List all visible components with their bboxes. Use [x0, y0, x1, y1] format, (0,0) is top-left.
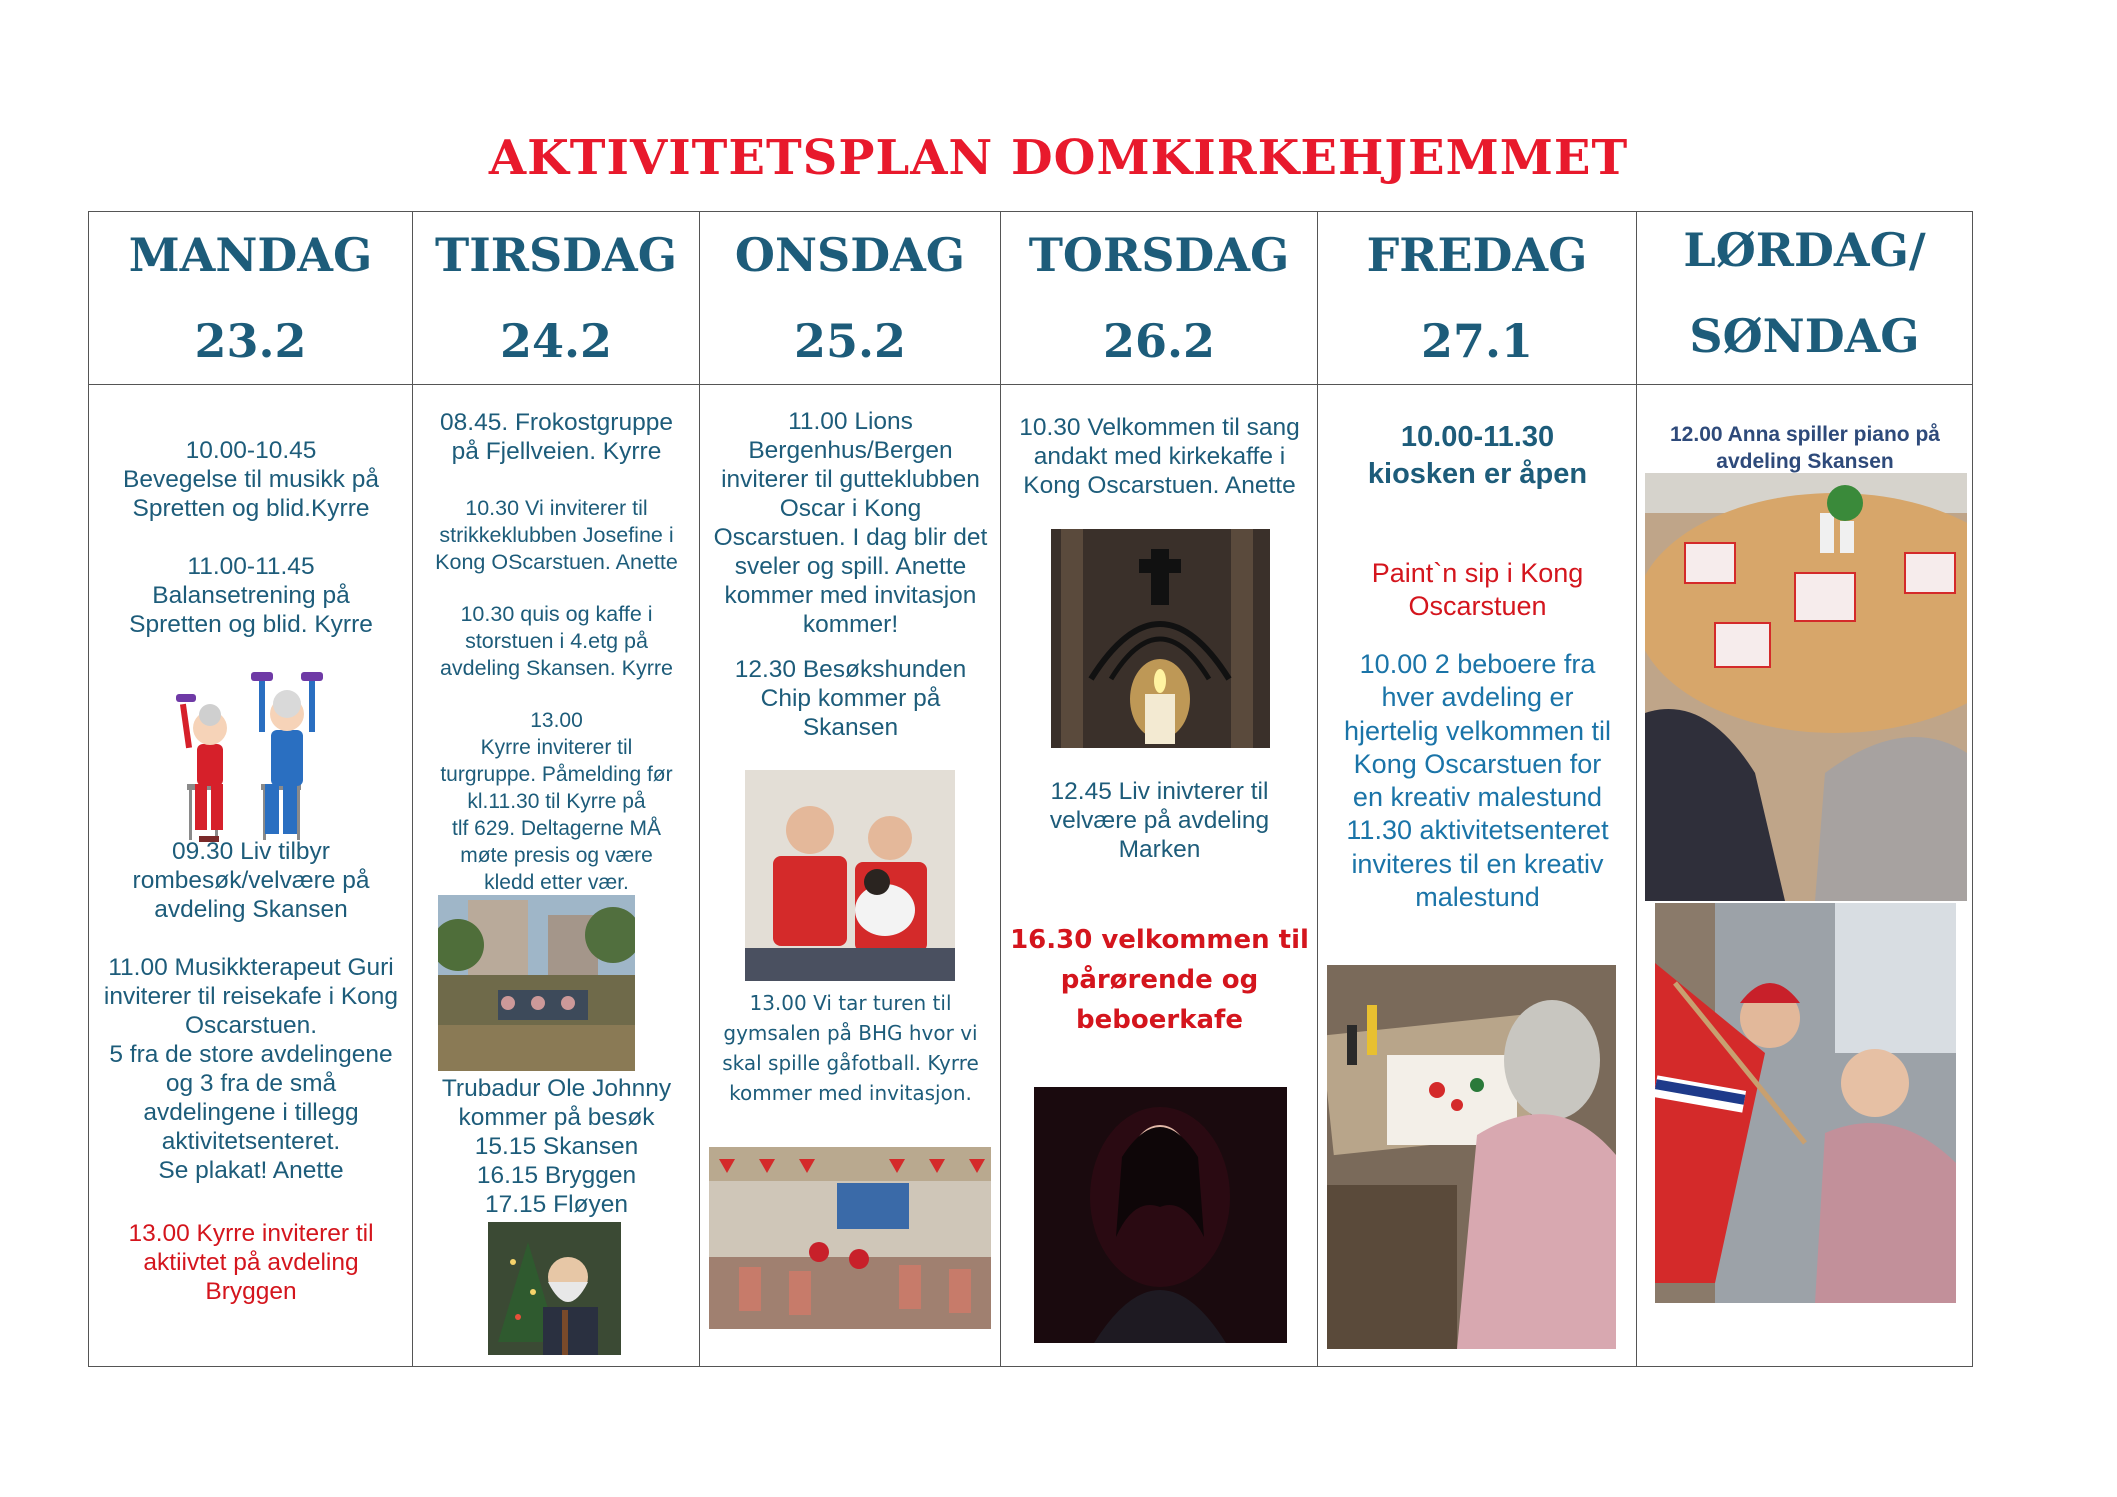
day-date: 25.2: [793, 314, 907, 368]
friday-cell: [1318, 385, 1637, 1367]
day-date: 26.2: [1102, 314, 1216, 368]
day-date: 23.2: [194, 314, 307, 368]
activity-line: 11.00-11.45: [187, 553, 315, 580]
activity-line: 10.30 Velkommen til sang: [1019, 414, 1300, 441]
day-date: SØNDAG: [1689, 309, 1920, 363]
activity-line: Trubadur Ole Johnny: [441, 1075, 672, 1102]
activity-line: andakt med kirkekaffe i: [1033, 443, 1286, 470]
day-date: 24.2: [499, 314, 613, 368]
activity-line: 12.00 Anna spiller piano på: [1670, 423, 1940, 446]
activity-line: 15.15 Skansen: [474, 1133, 639, 1160]
activity-line: avdeling Skansen: [1716, 450, 1894, 473]
activity-line: inviterer til gutteklubben: [721, 466, 980, 493]
norwegian-flag-photo: [1655, 903, 1956, 1303]
activity-line: 13.00: [530, 709, 583, 732]
activity-line: avdeling Skansen. Kyrre: [439, 656, 674, 680]
activity-line: Kong OScarstuen. Anette: [435, 550, 678, 574]
activity-line: 11.00 Lions: [788, 408, 913, 435]
activity-line: Balansetrening på: [152, 582, 350, 609]
activity-line: Spretten og blid. Kyrre: [129, 611, 373, 638]
activity-line: Kyrre inviterer til: [480, 736, 633, 759]
activity-line: Oscarstuen.: [184, 1012, 318, 1039]
activity-line: møte presis og være: [460, 844, 653, 867]
bingo-table-photo: [1645, 473, 1967, 901]
activity-line: 10.00-10.45: [185, 437, 317, 464]
day-header-friday: [1318, 212, 1637, 385]
activity-line: Paint`n sip i Kong: [1371, 558, 1584, 588]
activity-line: avdelingene i tillegg: [143, 1099, 359, 1126]
painting-session-photo: [1327, 965, 1616, 1349]
activity-line: rombesøk/velvære på: [132, 867, 370, 894]
activity-line: 10.00-11.30: [1400, 421, 1555, 453]
day-name: TORSDAG: [1028, 228, 1290, 282]
activity-line: 17.15 Fløyen: [485, 1191, 628, 1218]
activity-line: 08.45. Frokostgruppe: [440, 409, 673, 436]
activity-creative-painting: [1318, 648, 1637, 914]
activity-line: 11.30 aktivitetsenteret: [1346, 815, 1609, 846]
activity-anna-piano: [1637, 421, 1973, 475]
activity-line: 16.30 velkommen til: [1010, 925, 1309, 955]
activity-kyrre-bryggen: [89, 1219, 413, 1306]
activity-line: en kreativ malestund: [1352, 782, 1603, 813]
activity-line: Se plakat! Anette: [158, 1157, 344, 1184]
activity-line: kl.11.30 til Kyrre på: [467, 790, 646, 813]
activity-line: kommer!: [802, 611, 899, 638]
activity-line: 13.00 Kyrre inviterer til: [128, 1220, 374, 1247]
activity-knitting-club: [413, 495, 700, 576]
activity-line: turgruppe. Påmelding før: [440, 763, 673, 786]
activity-line: gymsalen på BHG hvor vi: [723, 1021, 978, 1045]
activity-line: inviterer til reisekafe i Kong: [103, 983, 399, 1010]
activity-paint-sip: [1318, 557, 1637, 623]
activity-line: aktiivtet på avdeling: [143, 1249, 359, 1276]
football-viewing-photo: [709, 1147, 991, 1329]
activity-line: kiosken er åpen: [1367, 458, 1588, 490]
activity-line: Skansen: [802, 714, 899, 741]
activity-line: Kong Oscarstuen. Anette: [1023, 472, 1296, 499]
activity-line: avdeling Skansen: [154, 896, 348, 923]
activity-liv-wellbeing: [1001, 777, 1318, 864]
activity-line: hjertelig velkommen til: [1343, 715, 1612, 746]
activity-line: 11.00 Musikkterapeut Guri: [108, 954, 394, 981]
activity-line: inviteres til en kreativ: [1351, 848, 1604, 879]
activity-line: tlf 629. Deltagerne MÅ: [452, 817, 661, 840]
monday-cell: [89, 385, 413, 1367]
candle-church-photo: [1051, 529, 1270, 748]
activity-line: kommer med invitasjon: [724, 582, 977, 609]
activity-music-therapy: [89, 953, 413, 1185]
activity-line: og 3 fra de små: [165, 1070, 337, 1097]
activity-visit-dog: [700, 655, 1001, 742]
activity-line: Oscarstuen. I dag blir det: [713, 524, 988, 551]
activity-kiosk-open: [1318, 419, 1637, 493]
day-name: LØRDAG/: [1683, 223, 1926, 277]
day-header-monday: [89, 212, 413, 385]
activity-line: kommer med invitasjon.: [729, 1081, 972, 1105]
activity-balance-training: [89, 552, 413, 639]
day-date: 27.1: [1420, 314, 1534, 368]
activity-line: storstuen i 4.etg på: [465, 629, 648, 653]
elderly-man-figure: [251, 672, 323, 840]
wednesday-cell: [700, 385, 1001, 1367]
activity-line: Bryggen: [205, 1278, 297, 1305]
activity-line: kommer på besøk: [458, 1104, 655, 1131]
activity-movement-music: [89, 436, 413, 523]
activity-line: Bevegelse til musikk på: [122, 466, 379, 493]
activity-line: sveler og spill. Anette: [734, 553, 967, 580]
activity-line: 10.30 Vi inviterer til: [465, 496, 648, 520]
activity-line: beboerkafe: [1076, 1005, 1243, 1035]
activity-line: Spretten og blid.Kyrre: [132, 495, 370, 522]
activity-line: 12.45 Liv inivterer til: [1050, 778, 1269, 805]
visit-dog-photo: [745, 770, 955, 981]
activity-line: 5 fra de store avdelingene: [109, 1041, 393, 1068]
activity-line: pårørende og: [1060, 965, 1259, 995]
tuesday-cell: [413, 385, 700, 1367]
activity-line: 13.00 Vi tar turen til: [749, 991, 952, 1015]
activity-line: på Fjellveien. Kyrre: [451, 438, 662, 465]
day-name: MANDAG: [128, 228, 373, 282]
activity-line: Oscar i Kong: [779, 495, 922, 522]
activity-schedule-table: [88, 211, 1973, 1367]
activity-line: aktivitetsenteret.: [161, 1128, 341, 1155]
elderly-woman-figure: [176, 694, 227, 842]
activities-row: [89, 385, 1973, 1367]
activity-walking-group: [413, 707, 700, 896]
weekend-cell: [1637, 385, 1973, 1367]
activity-song-devotion: [1001, 413, 1318, 500]
exercise-illustration: [169, 666, 342, 846]
activity-line: skal spille gåfotball. Kyrre: [722, 1051, 979, 1075]
activity-line: 16.15 Bryggen: [476, 1162, 637, 1189]
day-header-thursday: [1001, 212, 1318, 385]
thursday-cell: [1001, 385, 1318, 1367]
activity-line: 10.00 2 beboere fra: [1359, 649, 1596, 679]
activity-line: 12.30 Besøkshunden: [734, 656, 967, 683]
activity-walking-football: [700, 988, 1001, 1108]
activity-line: Kong Oscarstuen for: [1353, 748, 1602, 779]
page-title: AKTIVITETSPLAN DOMKIRKEHJEMMET: [488, 130, 1629, 186]
activity-line: Oscarstuen: [1408, 591, 1547, 621]
activity-line: velvære på avdeling: [1049, 807, 1270, 834]
singer-photo: [1034, 1087, 1287, 1343]
activity-line: kledd etter vær.: [484, 871, 629, 894]
activity-quiz-coffee: [413, 601, 700, 682]
day-header-wednesday: [700, 212, 1001, 385]
activity-lions-club: [700, 407, 1001, 639]
activity-troubadour: [413, 1074, 700, 1219]
activity-relatives-cafe: [1001, 920, 1318, 1040]
day-header-tuesday: [413, 212, 700, 385]
activity-line: Marken: [1118, 836, 1201, 863]
day-header-row: [89, 212, 1973, 385]
troubadour-photo: [488, 1222, 621, 1355]
activity-liv-room-visit: [89, 837, 413, 924]
activity-breakfast-group: [413, 408, 700, 466]
activity-line: Chip kommer på: [760, 685, 941, 712]
day-name: TIRSDAG: [434, 228, 678, 282]
activity-line: strikkeklubben Josefine i: [439, 523, 674, 547]
activity-line: malestund: [1415, 882, 1540, 913]
activity-line: hver avdeling er: [1381, 682, 1574, 713]
day-name: FREDAG: [1366, 228, 1588, 282]
day-name: ONSDAG: [734, 228, 966, 282]
activity-line: 10.30 quis og kaffe i: [460, 602, 653, 626]
walking-group-photo: [438, 895, 635, 1071]
day-header-weekend: [1637, 212, 1973, 385]
activity-line: 09.30 Liv tilbyr: [172, 838, 330, 865]
activity-line: Bergenhus/Bergen: [748, 437, 953, 464]
